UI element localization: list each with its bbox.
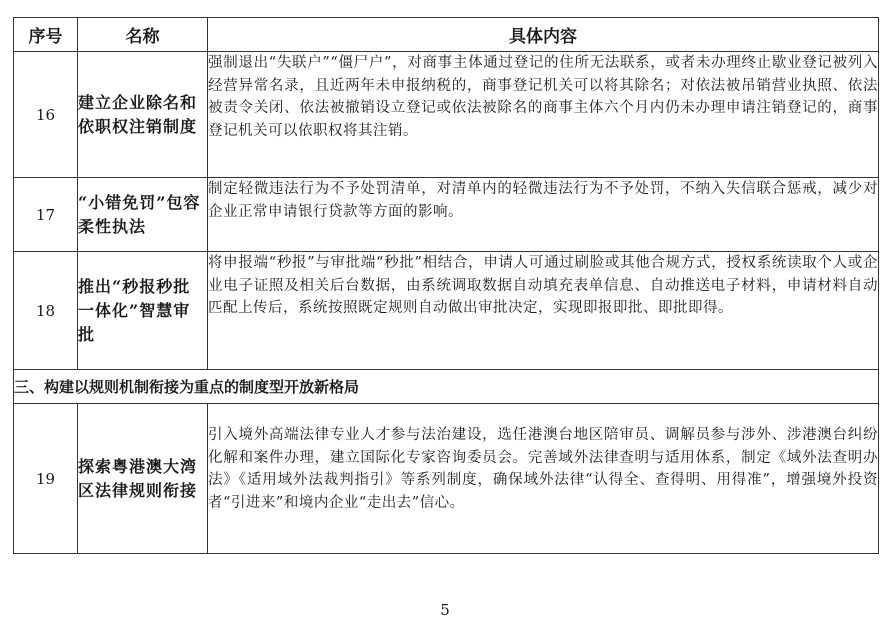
- row-content: 强制退出“失联户”“僵尸户”，对商事主体通过登记的住所无法联系，或者未办理终止歇业登记被列入经营异常名录，且近两年未申报纳税的，商事登记机关可以将其除名；对依法被吊销营业执照、依法被责令关闭、依法被撤销设立登记或依法被除名的商事主体六个月内仍未办理申请注销登记的，商事登记机关可以依职权将其注销。: [208, 52, 879, 178]
- row-number: 16: [14, 52, 78, 178]
- row-name: “小错免罚”包容柔性执法: [78, 178, 208, 252]
- table-header-row: [14, 18, 879, 52]
- row-content: 将申报端“秒报”与审批端“秒批”相结合，申请人可通过刷脸或其他合规方式，授权系统读取个人或企业电子证照及相关后台数据，由系统调取数据自动填充表单信息、自动推送电子材料，申请材料自动匹配上传后，系统按照既定规则自动做出审批决定，实现即报即批、即批即得。: [208, 252, 879, 370]
- row-content: 引入境外高端法律专业人才参与法治建设，选任港澳台地区陪审员、调解员参与涉外、涉港澳台纠纷化解和案件办理，建立国际化专家咨询委员会。完善域外法律查明与适用体系，制定《域外法查明办法》《适用域外法裁判指引》等系列制度，确保域外法律“认得全、查得明、用得准”，增强境外投资者“引进来”和境内企业“走出去”信心。: [208, 404, 879, 554]
- row-number: 18: [14, 252, 78, 370]
- row-content: 制定轻微违法行为不予处罚清单，对清单内的轻微违法行为不予处罚，不纳入失信联合惩戒，减少对企业正常申请银行贷款等方面的影响。: [208, 178, 879, 252]
- table-row: [14, 252, 879, 370]
- header-name: 名称: [78, 18, 208, 52]
- policy-table: [13, 17, 879, 554]
- row-name: 探索粤港澳大湾区法律规则衔接: [78, 404, 208, 554]
- row-name: 推出“秒报秒批一体化”智慧审批: [78, 252, 208, 370]
- row-name: 建立企业除名和依职权注销制度: [78, 52, 208, 178]
- table-row: [14, 178, 879, 252]
- section-heading: 三、构建以规则机制衔接为重点的制度型开放新格局: [14, 370, 879, 404]
- table-row: [14, 404, 879, 554]
- header-content: 具体内容: [208, 18, 879, 52]
- section-row: [14, 370, 879, 404]
- page-number: 5: [440, 601, 450, 619]
- header-no: 序号: [14, 18, 78, 52]
- table-row: [14, 52, 879, 178]
- row-number: 19: [14, 404, 78, 554]
- row-number: 17: [14, 178, 78, 252]
